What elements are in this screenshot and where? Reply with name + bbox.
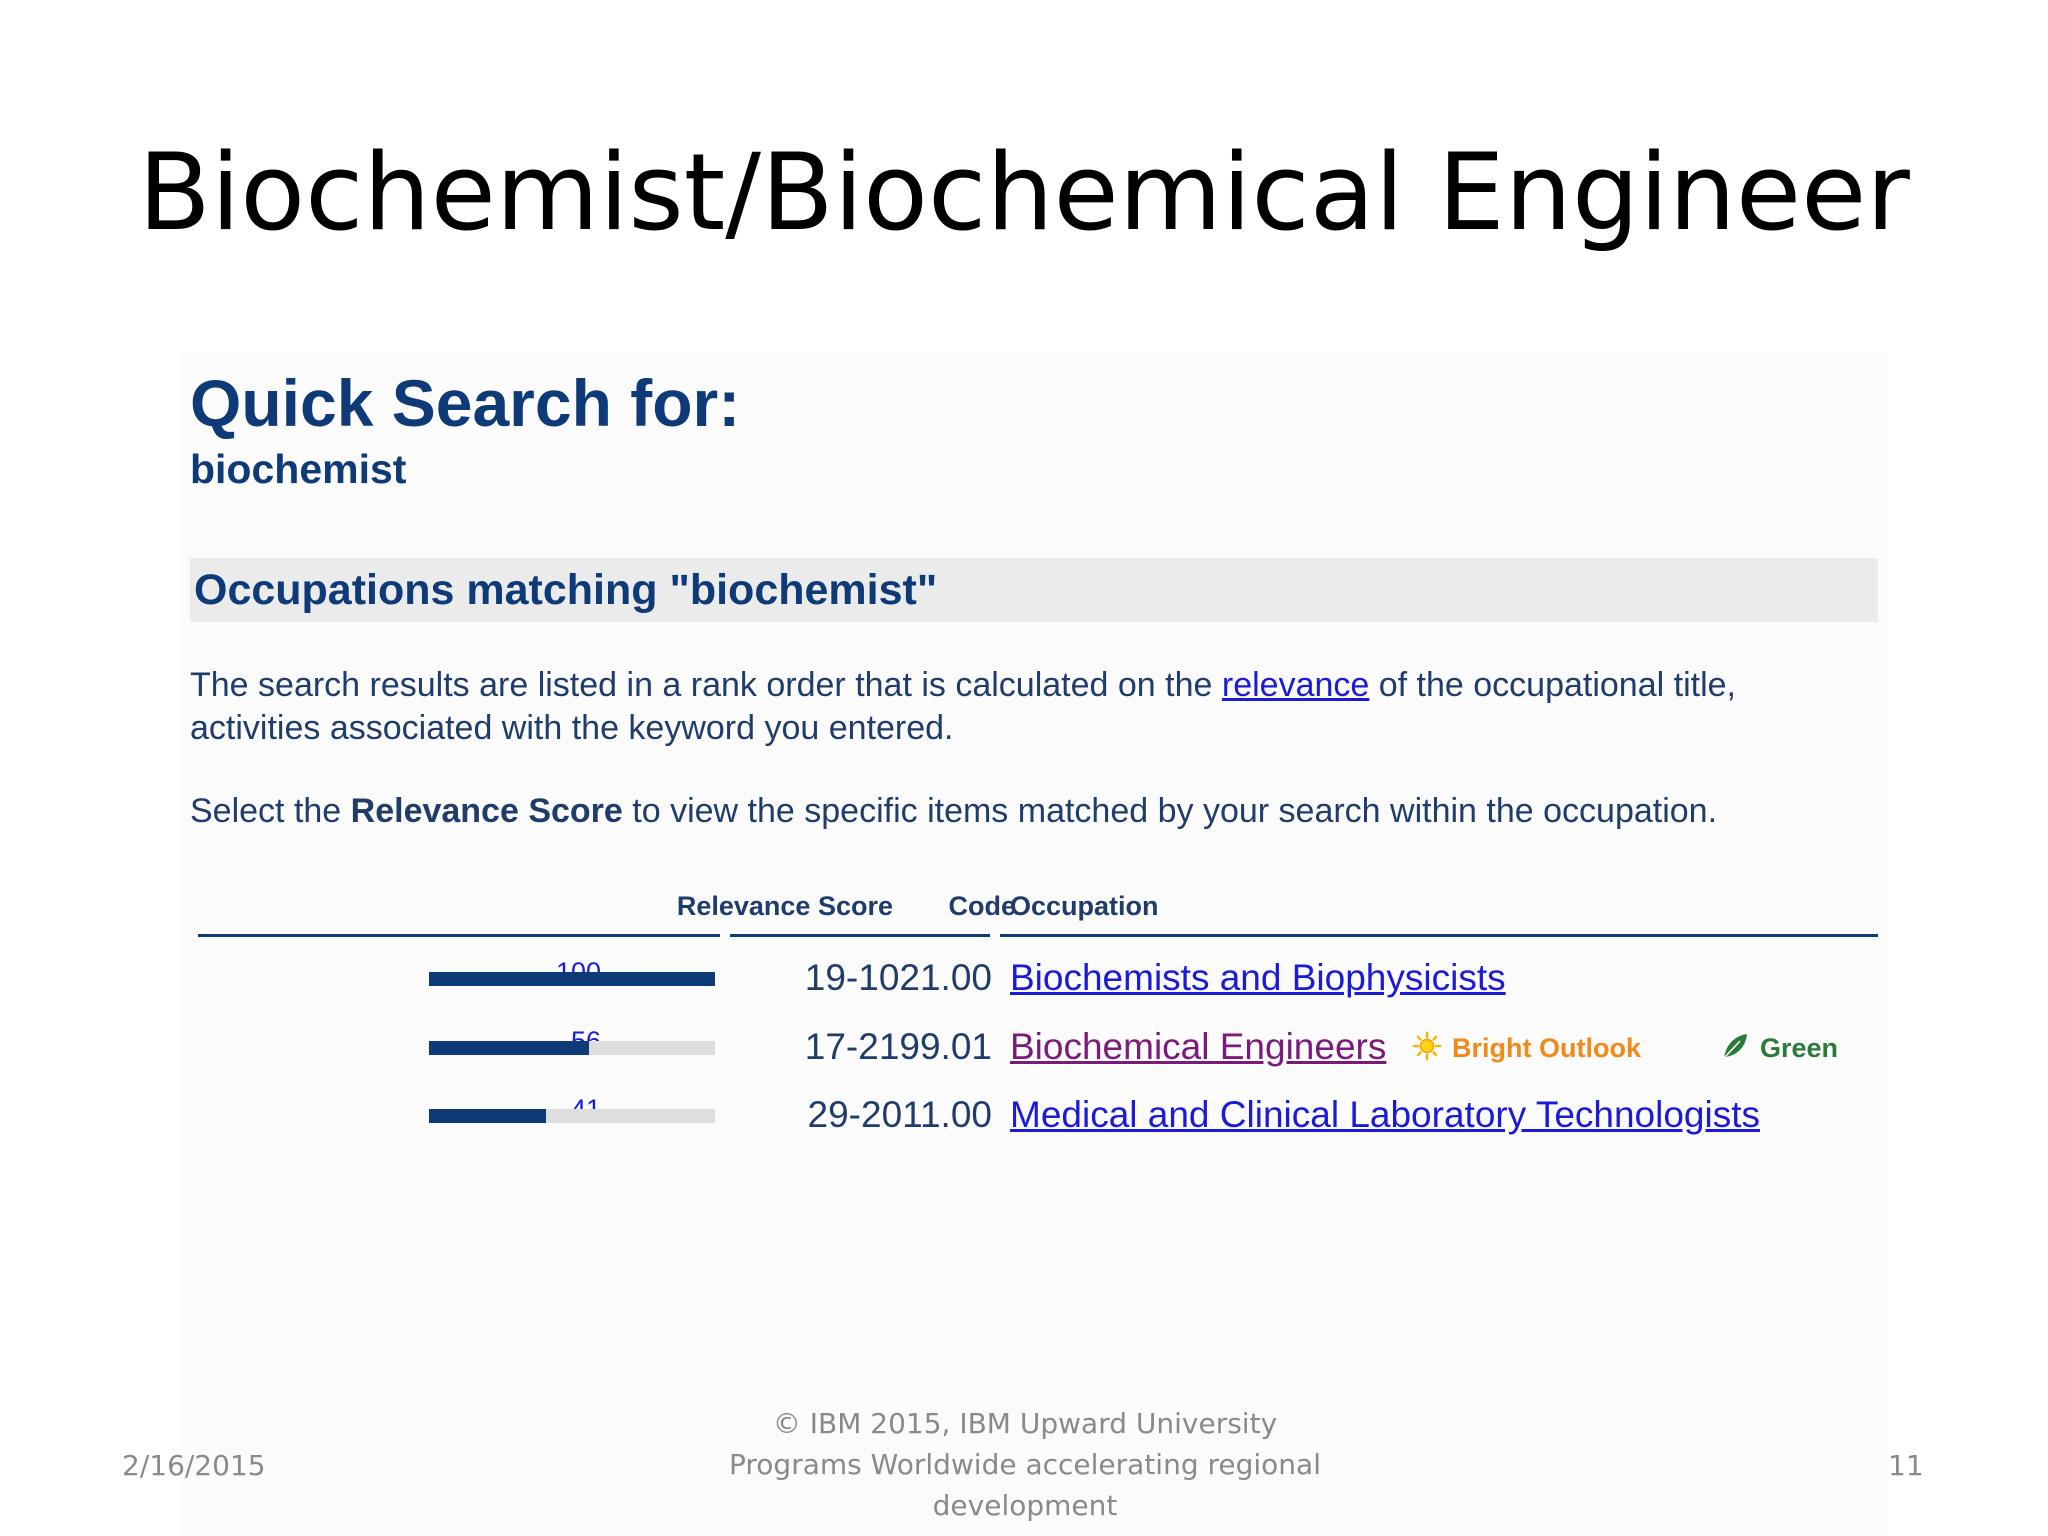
bright-outlook-tag[interactable]: [1412, 1031, 1641, 1065]
onet-screenshot: [180, 352, 1888, 1536]
green-label: Green: [1760, 1033, 1839, 1063]
relevance-score-emphasis: Relevance Score: [350, 792, 623, 830]
relevance-bar-track: [429, 1041, 715, 1055]
leaf-icon: [1720, 1031, 1750, 1061]
occupation-link[interactable]: Biochemical Engineers: [1010, 1026, 1387, 1067]
slide-date: 2/16/2015: [122, 1449, 266, 1482]
description-line-1: [190, 664, 1736, 707]
sun-icon: [1412, 1031, 1442, 1061]
table-row: [180, 1025, 1888, 1085]
occupation-code: 29-2011.00: [807, 1094, 992, 1135]
occupations-heading-band: [190, 558, 1878, 622]
slide-title: Biochemist/Biochemical Engineer: [138, 131, 1910, 254]
green-tag[interactable]: [1720, 1031, 1838, 1065]
slide-page-number: 11: [1888, 1449, 1924, 1482]
relevance-bar-fill: [429, 1041, 589, 1055]
copyright-line: © IBM 2015, IBM Upward University: [772, 1407, 1278, 1440]
instruction-line: [190, 790, 1717, 833]
table-row: [180, 1093, 1888, 1153]
bright-outlook-label: Bright Outlook: [1452, 1033, 1641, 1063]
occupation-code: 19-1021.00: [804, 957, 992, 998]
occupation-link[interactable]: Medical and Clinical Laboratory Technologists: [1010, 1094, 1761, 1135]
occupations-heading: Occupations matching "biochemist": [194, 566, 938, 614]
relevance-bar-fill: [429, 972, 715, 986]
description-text: of the occupational title,: [1369, 666, 1736, 704]
column-header-code: Code: [948, 891, 1016, 921]
relevance-link[interactable]: relevance: [1221, 666, 1370, 704]
relevance-bar-fill: [429, 1109, 546, 1123]
description-line-2: activities associated with the keyword you entered.: [190, 709, 954, 747]
instruction-text: to view the specific items matched by your search within the occupation.: [622, 792, 1718, 830]
description-text: The search results are listed in a rank order that is calculated on the: [190, 666, 1222, 704]
relevance-bar-track: [429, 972, 715, 986]
quick-search-heading: Quick Search for:: [190, 366, 741, 440]
occupation-code: 17-2199.01: [804, 1026, 992, 1067]
instruction-text: Select the: [190, 792, 351, 830]
search-term: biochemist: [190, 446, 407, 492]
relevance-bar-track: [429, 1109, 715, 1123]
slide-copyright: [700, 1403, 1350, 1526]
copyright-line: Programs Worldwide accelerating regional: [729, 1448, 1321, 1481]
header-rule-score: [198, 934, 720, 937]
column-header-occupation: Occupation: [1010, 891, 1159, 921]
table-row: [180, 956, 1888, 1016]
column-header-relevance-score: Relevance Score: [676, 891, 893, 921]
copyright-line: development: [932, 1489, 1118, 1522]
header-rule-code: [730, 934, 990, 937]
header-rule-occupation: [1000, 934, 1878, 937]
occupation-link[interactable]: Biochemists and Biophysicists: [1010, 957, 1506, 998]
